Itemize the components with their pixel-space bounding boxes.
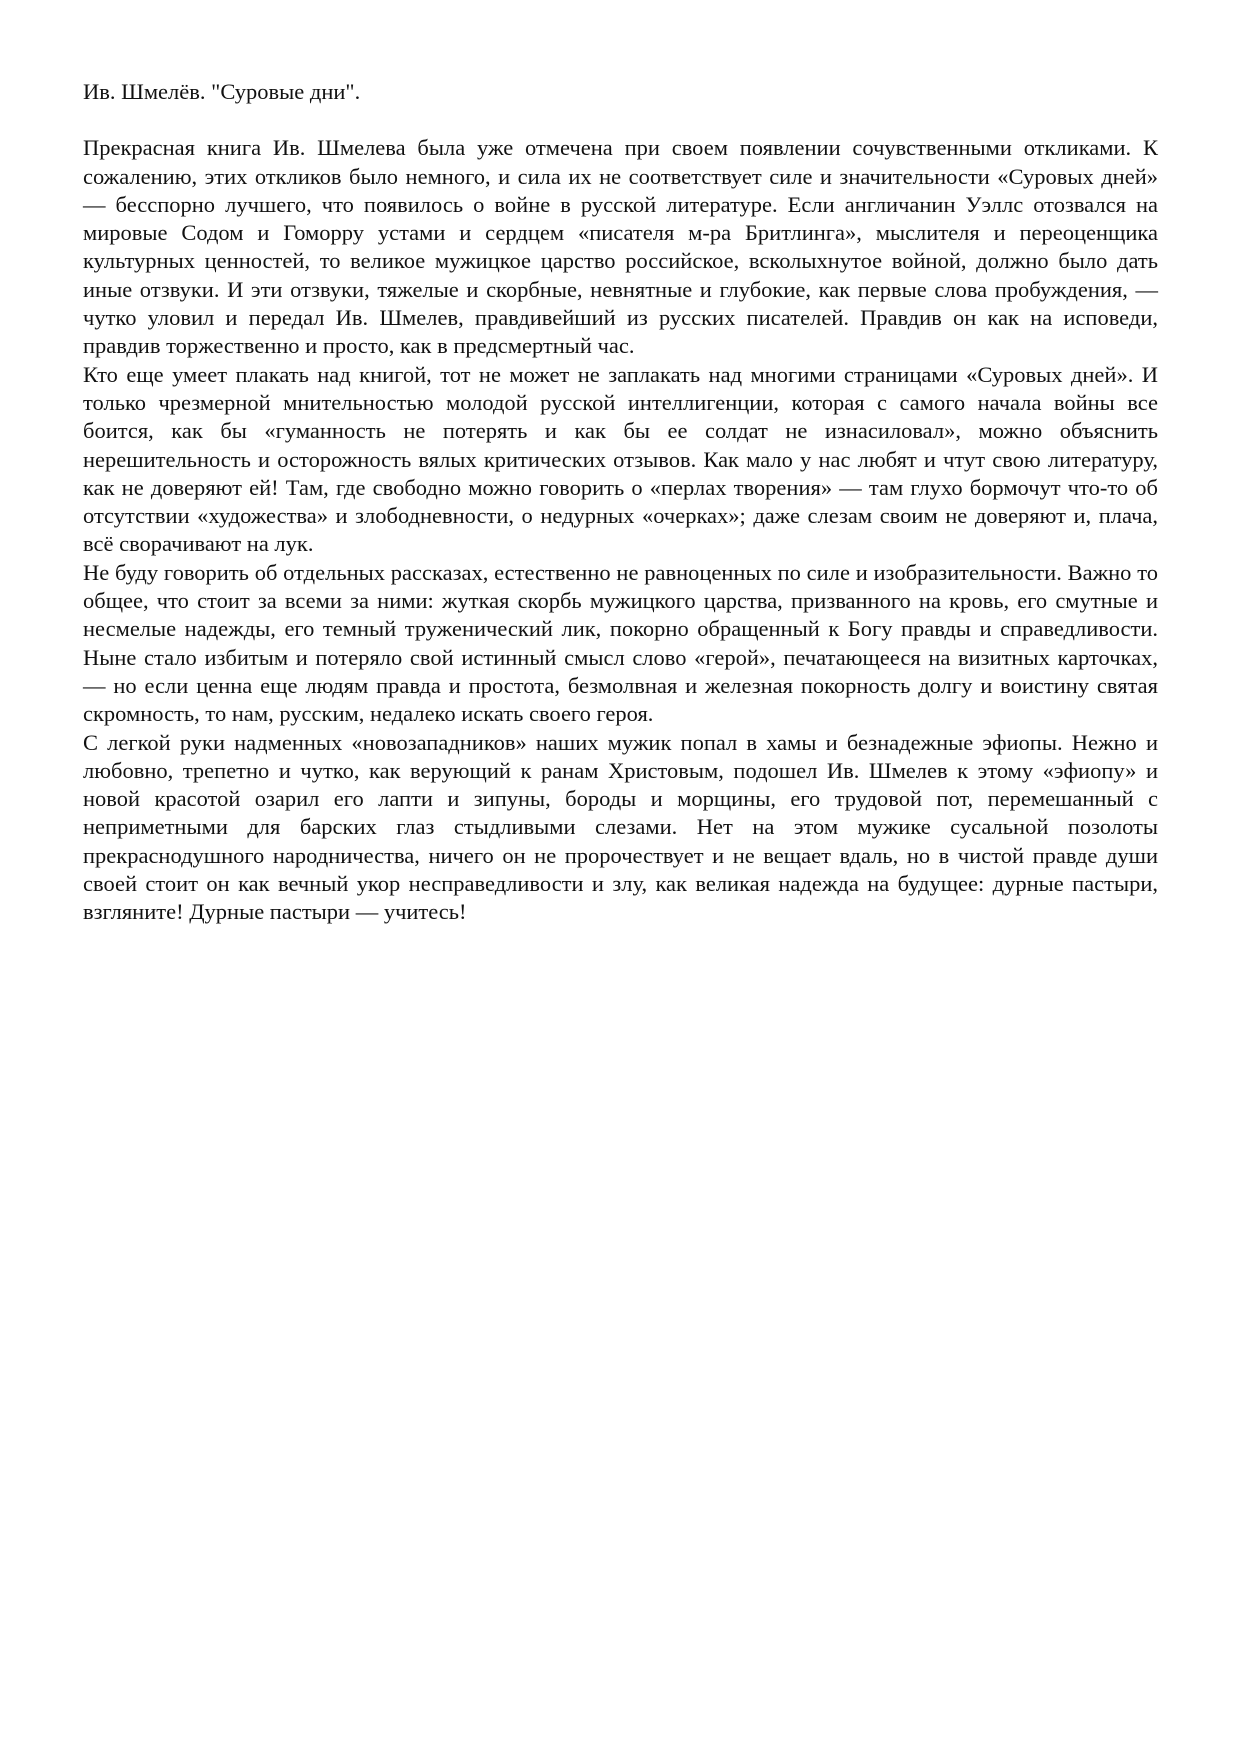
- paragraph-3: Не буду говорить об отдельных рассказах, естественно не равноценных по силе и изобразительности. Важно то общее, что стоит за всеми за ними: жуткая скорбь мужицкого царства, призванного на кровь, его смутные и несмелые надежды, его темный труженический лик, покорно обращенный к Богу правды и справедливости. Ныне стало избитым и потеряло свой истинный смысл слово «герой», печатающееся на визитных карточках, — но если ценна еще людям правда и простота, безмолвная и железная покорность долгу и воистину святая скромность, то нам, русским, недалеко искать своего героя.: [83, 559, 1158, 727]
- paragraph-4: С легкой руки надменных «новозападников» наших мужик попал в хамы и безнадежные эфиопы. Нежно и любовно, трепетно и чутко, как верующий к ранам Христовым, подошел Ив. Шмелев к этому «эфиопу» и новой красотой озарил его лапти и зипуны, бороды и морщины, его трудовой пот, перемешанный с неприметными для барских глаз стыдливыми слезами. Нет на этом мужике сусальной позолоты прекраснодушного народничества, ничего он не пророчествует и не вещает вдаль, но в чистой правде души своей стоит он как вечный укор несправедливости и злу, как великая надежда на будущее: дурные пастыри, взгляните! Дурные пастыри — учитесь!: [83, 729, 1158, 925]
- document-title: Ив. Шмелёв. "Суровые дни".: [83, 79, 361, 104]
- paragraph-2: Кто еще умеет плакать над книгой, тот не может не заплакать над многими страницами «Суровых дней». И только чрезмерной мнительностью молодой русской интеллигенции, которая с самого начала войны все боится, как бы «гуманность не потерять и как бы ее солдат не изнасиловал», можно объяснить нерешительность и осторожность вялых критических отзывов. Как мало у нас любят и чтут свою литературу, как не доверяют ей! Там, где свободно можно говорить о «перлах творения» — там глухо бормочут что-то об отсутствии «художества» и злободневности, о недурных «очерках»; даже слезам своим не доверяют и, плача, всё сворачивают на лук.: [83, 361, 1158, 557]
- document-page: [83, 78, 1158, 927]
- paragraph-1: Прекрасная книга Ив. Шмелева была уже отмечена при своем появлении сочувственными откликами. К сожалению, этих откликов было немного, и сила их не соответствует силе и значительности «Суровых дней» — бесспорно лучшего, что появилось о войне в русской литературе. Если англичанин Уэллс отозвался на мировые Содом и Гоморру устами и сердцем «писателя м-ра Бритлинга», мыслителя и переоценщика культурных ценностей, то великое мужицкое царство российское, всколыхнутое войной, должно было дать иные отзвуки. И эти отзвуки, тяжелые и скорбные, невнятные и глубокие, как первые слова пробуждения, — чутко уловил и передал Ив. Шмелев, правдивейший из русских писателей. Правдив он как на исповеди, правдив торжественно и просто, как в предсмертный час.: [83, 135, 1158, 359]
